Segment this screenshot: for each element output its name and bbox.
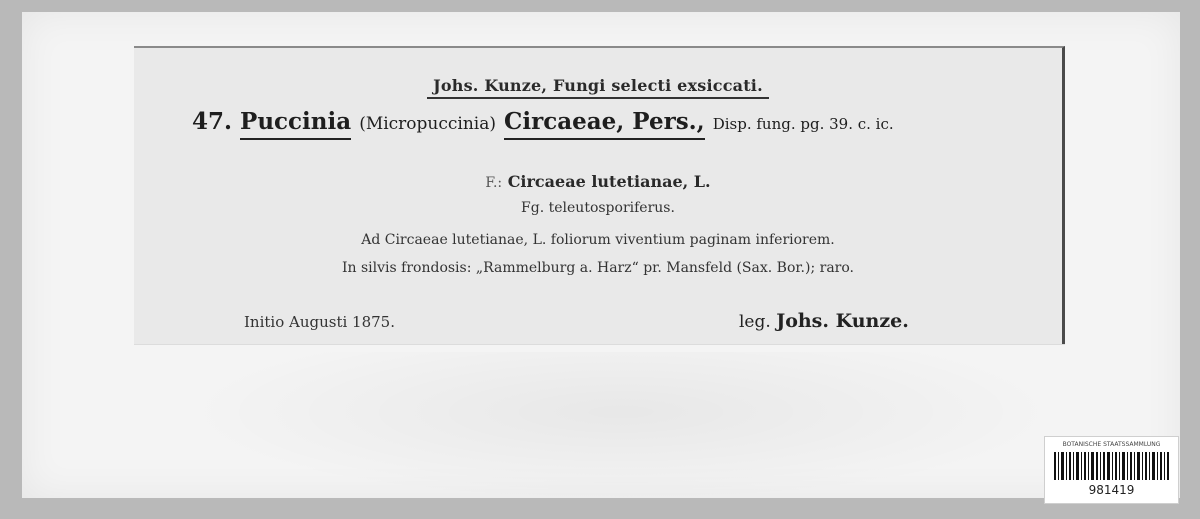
host-line [134, 172, 1062, 191]
series-title-text: Johs. Kunze, Fungi selecti exsiccati. [427, 76, 769, 99]
herbarium-sheet [22, 12, 1180, 498]
institution-name: BOTANISCHE STAATSSAMMLUNG [1062, 441, 1161, 448]
collector-prefix: leg. [739, 312, 771, 332]
host-name: Circaeae lutetianae, L. [507, 172, 711, 191]
host-prefix: F.: [485, 175, 503, 191]
collector-name: Johs. Kunze. [776, 310, 909, 332]
collection-date: Initio Augusti 1875. [244, 313, 395, 331]
genus-name: Puccinia [240, 108, 351, 140]
barcode-number: 981419 [1088, 483, 1135, 497]
exsiccata-number: 47. [192, 108, 233, 135]
specimen-label [134, 46, 1065, 344]
collector-line [739, 310, 909, 332]
series-title [134, 76, 1062, 95]
substrate-text: Ad Circaeae lutetianae, L. foliorum viventium paginam inferiorem. [361, 232, 835, 248]
spore-stage: Fg. teleutosporiferus. [521, 200, 675, 216]
barcode-label [1044, 436, 1179, 504]
species-epithet: Circaeae, Pers., [504, 108, 705, 140]
barcode-icon [1054, 452, 1169, 480]
species-line [192, 108, 1062, 135]
literature-reference: Disp. fung. pg. 39. c. ic. [712, 115, 894, 133]
subgenus-name: (Micropuccinia) [359, 114, 497, 134]
locality-text: In silvis frondosis: „Rammelburg a. Harz“ pr. Mansfeld (Sax. Bor.); raro. [342, 260, 854, 276]
